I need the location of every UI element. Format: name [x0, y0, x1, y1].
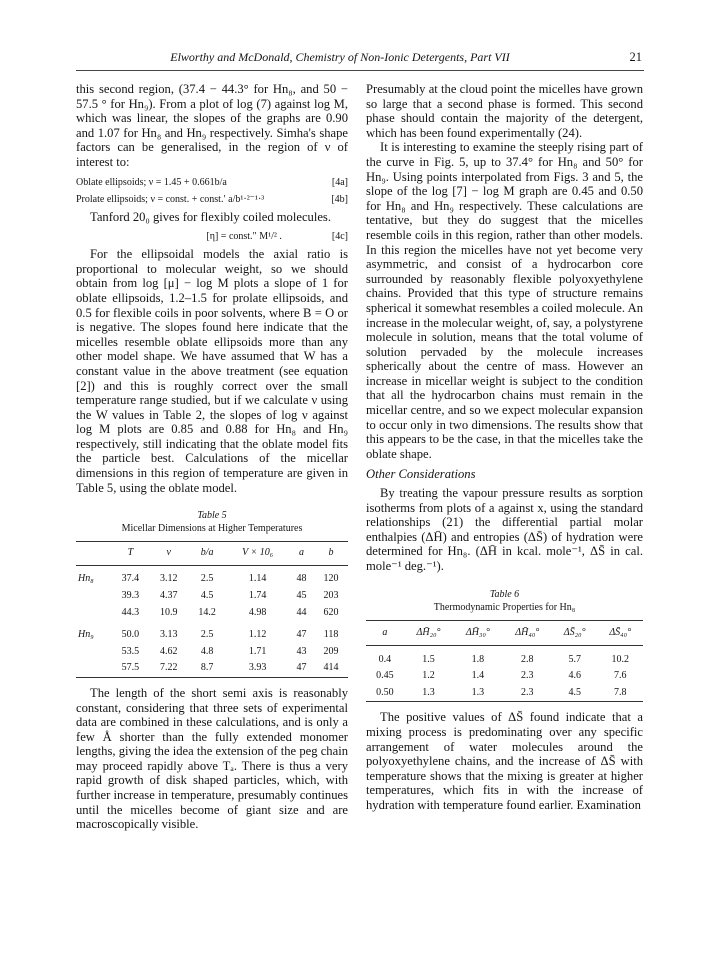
table-cell: 43 [296, 645, 307, 657]
table-cell: 47 [296, 629, 307, 641]
spacer [366, 702, 643, 710]
table-cell: 50.0 [121, 629, 140, 641]
table-cell: 10.2 [611, 653, 629, 665]
paragraph: It is interesting to examine the steeply rising part of the curve in Fig. 5, up to 37.4° for Hn₈ and 50° for Hn₉. Using points interpolated from Figs. 3 and 5, the slope of the log [7] − log M graph are 0.45 and 0.50 for Hn₈ and Hn₉ respectively. These calculations are tentative, but they do suggest that the micelles resemble coils in this region, rather than other models. In this region the micelles have not yet become very asymmetric, and consist of a hydrocarbon core surrounded by reasonably flexible polyoxyethylene chains. Provided that this type of structure remains spherical it somewhat resembles a coiled molecule. An increase in the molecular weight, of, say, a polystyrene molecule in solution, means that the total volume of solution pervaded by the molecule increases spherically about the centre of mass. However an increase in micellar weight is subject to the condition that all the hydrocarbon chains must remain in the micellar centre, and so we expect molecular expansion to occur only in two dimensions. The results show that this appears to be the case, in that the micelles take the oblate shape. [366, 140, 643, 461]
table-cell: 1.4 [471, 670, 485, 682]
table-row [76, 588, 348, 605]
col-header: ΔH̄₄₀° [515, 626, 540, 638]
table-5-caption: Table 5 [197, 510, 227, 522]
table-cell: 3.93 [248, 662, 267, 674]
table-cell: 4.6 [568, 670, 581, 682]
equation-4c [76, 230, 348, 243]
table-cell: Hn₉ [78, 629, 94, 641]
section-title: Other Considerations [366, 467, 476, 482]
table-cell: 2.5 [200, 573, 214, 585]
paragraph: For the ellipsoidal models the axial ratio is proportional to molecular weight, so we should obtain from log [μ] − log M plots a slope of 1 for oblate ellipsoids, 1.2–1.5 for prolate ellipsoids, and 0.5 for flexible coils in poor solvents, where B = O or is negative. The slopes found here indicate that the micelles resemble oblate ellipsoids more than any other model shape. We have assumed that W has a constant value in the above treatment (see equation [2]) and this is roughly correct over the small temperature range studied, but if we calculate ν using the W values in Table 2, the slopes of log ν against log M plots are 0.85 and 0.88 for Hn₈ and Hn₉ respectively, still indicating that the oblate model fits the particle best. Calculations of the micellar dimensions in this region of temperature are given in Table 5, using the oblate model. [76, 247, 348, 495]
table-cell: 4.5 [200, 589, 214, 601]
table-cell: 1.74 [248, 589, 267, 601]
table-cell: 48 [296, 573, 307, 585]
table-cell: 1.3 [471, 686, 485, 698]
table-header-row [76, 542, 348, 566]
table-cell: 14.2 [198, 606, 216, 618]
table-cell: 10.9 [159, 606, 178, 618]
table-5-title: Micellar Dimensions at Higher Temperatures [121, 523, 303, 535]
table-cell: 414 [323, 662, 339, 674]
equation-4b [76, 193, 348, 206]
paragraph: this second region, (37.4 − 44.3° for Hn₈, and 50 − 57.5 ° for Hn₉). From a plot of log (7) against log M, which was linear, the slopes of the graphs are 0.90 and 1.07 for Hn₈ and Hn₉ respectively. Simha's shape factors can be generalised, in the region of ν of interest to: [76, 82, 348, 169]
table-cell: 0.45 [376, 670, 394, 682]
table-cell: 3.13 [159, 629, 178, 641]
table-cell: 1.14 [248, 573, 267, 585]
table-row [76, 571, 348, 588]
col-header [76, 542, 111, 566]
table-cell: 120 [323, 573, 339, 585]
table-cell: 4.98 [248, 606, 267, 618]
equation-4a [76, 176, 348, 189]
table-row [366, 668, 643, 685]
table-5 [76, 541, 348, 678]
table-cell: 118 [323, 629, 339, 641]
table-cell [76, 605, 111, 622]
table-cell: 4.37 [159, 589, 178, 601]
col-header: ΔS̄₂₀° [563, 626, 586, 638]
left-column [76, 82, 348, 832]
paragraph: By treating the vapour pressure results as sorption isotherms from plots of a against x, using the standard relationships (21) the differential partial molar enthalpies (ΔH̄) and entropies (ΔS̄) of hydration were determined for Hn₈. (ΔH̄ in kcal. mole⁻¹, ΔS̄ in cal. mole⁻¹ deg.⁻¹). [366, 486, 643, 573]
table-cell: 1.2 [422, 670, 435, 682]
equation-tag: [4c] [331, 231, 348, 243]
table-row [76, 627, 348, 644]
table-cell: 4.5 [568, 686, 581, 698]
table-row [76, 660, 348, 677]
equation-body: Oblate ellipsoids; ν = 1.45 + 0.661b/a [76, 176, 227, 188]
table-cell: 44 [296, 606, 307, 618]
table-cell: 1.71 [248, 645, 267, 657]
table-cell: 0.4 [378, 653, 392, 665]
table-header-row [366, 620, 643, 646]
table-cell [76, 644, 111, 661]
table-cell: 7.22 [159, 662, 178, 674]
right-column [366, 82, 643, 813]
col-header: a [299, 547, 305, 559]
table-cell: 57.5 [121, 662, 140, 674]
table-cell: 5.7 [568, 653, 581, 665]
table-cell: 0.50 [376, 686, 394, 698]
table-row [76, 644, 348, 661]
paragraph: Presumably at the cloud point the micelles have grown so large that a second phase is formed. This second phase should contain the majority of the detergent, which has been found experimentally (24). [366, 82, 643, 140]
table-cell: 44.3 [121, 606, 140, 618]
table-cell: 1.12 [248, 629, 267, 641]
table-cell: 2.3 [521, 686, 534, 698]
table-cell: 53.5 [121, 645, 140, 657]
col-header: b/a [200, 547, 214, 559]
table-cell: 203 [323, 589, 339, 601]
col-header: ΔH̄₂₀° [416, 626, 441, 638]
table-cell: 1.8 [471, 653, 485, 665]
running-header [76, 50, 644, 68]
table-cell: 209 [323, 645, 339, 657]
col-header: ν [166, 547, 171, 559]
paragraph: Tanford 20₀ gives for flexibly coiled molecules. [90, 209, 331, 224]
table-cell [76, 588, 111, 605]
paragraph: The positive values of ΔS̄ found indicate that a mixing process is predominating over any specific arrangement of water molecules around the polyoxyethylene chains, and the increase of ΔS̄ with temperature shows that the mixing is greater at higher temperatures, which fits in with the increase of hydration with temperature found earlier. Examination [366, 710, 643, 813]
header-rule [76, 70, 644, 71]
table-cell: 620 [323, 606, 339, 618]
col-header: V × 10₆ [242, 547, 274, 559]
table-cell: 47 [296, 662, 307, 674]
table-cell: 4.8 [200, 645, 214, 657]
table-row [76, 605, 348, 622]
table-cell: 37.4 [121, 573, 140, 585]
table-cell: 2.5 [200, 629, 214, 641]
col-header: b [328, 547, 334, 559]
table-cell: 7.8 [613, 686, 627, 698]
table-cell: 3.12 [159, 573, 178, 585]
equation-tag: [4a] [331, 176, 348, 188]
col-header: T [127, 547, 134, 559]
table-cell: 39.3 [121, 589, 140, 601]
table-row [366, 652, 643, 669]
table-cell: 7.6 [613, 670, 627, 682]
table-cell: 4.62 [159, 645, 178, 657]
col-header: ΔH̄₃₀° [465, 626, 490, 638]
table-6-title: Thermodynamic Properties for Hn₈ [433, 601, 576, 613]
running-title: Elworthy and McDonald, Chemistry of Non-Ionic Detergents, Part VII [170, 50, 510, 64]
table-cell: 1.5 [422, 653, 435, 665]
table-cell: 2.8 [521, 653, 534, 665]
equation-body: Prolate ellipsoids; ν = const. + const.′ a/b¹·²⁻¹·³ [76, 193, 265, 205]
col-header: ΔS̄₄₀° [609, 626, 632, 638]
table-cell [76, 660, 111, 677]
table-row [366, 685, 643, 702]
table-cell: 2.3 [521, 670, 534, 682]
page-number: 21 [629, 50, 642, 64]
table-6 [366, 620, 643, 703]
table-6-caption: Table 6 [489, 588, 520, 600]
equation-tag: [4b] [331, 193, 348, 205]
equation-body: [η] = const.″ M¹/² . [206, 231, 282, 243]
spacer [76, 678, 348, 686]
table-cell: 8.7 [200, 662, 214, 674]
table-cell: 1.3 [422, 686, 435, 698]
table-cell: 45 [296, 589, 307, 601]
col-header: a [382, 626, 388, 638]
paragraph: The length of the short semi axis is reasonably constant, considering that three sets of experimental data are combined in these calculations, and is only a few Å shorter than the fully extended monomer lengths, giving the idea the extension of the peg chain may proceed rapidly above Tₐ. There is thus a very rapid growth of disk shaped particles, which, with further increase in temperature, presumably continues until the micelles become of giant size and are macroscopically visible. [76, 685, 348, 832]
table-cell: Hn₈ [78, 573, 94, 585]
